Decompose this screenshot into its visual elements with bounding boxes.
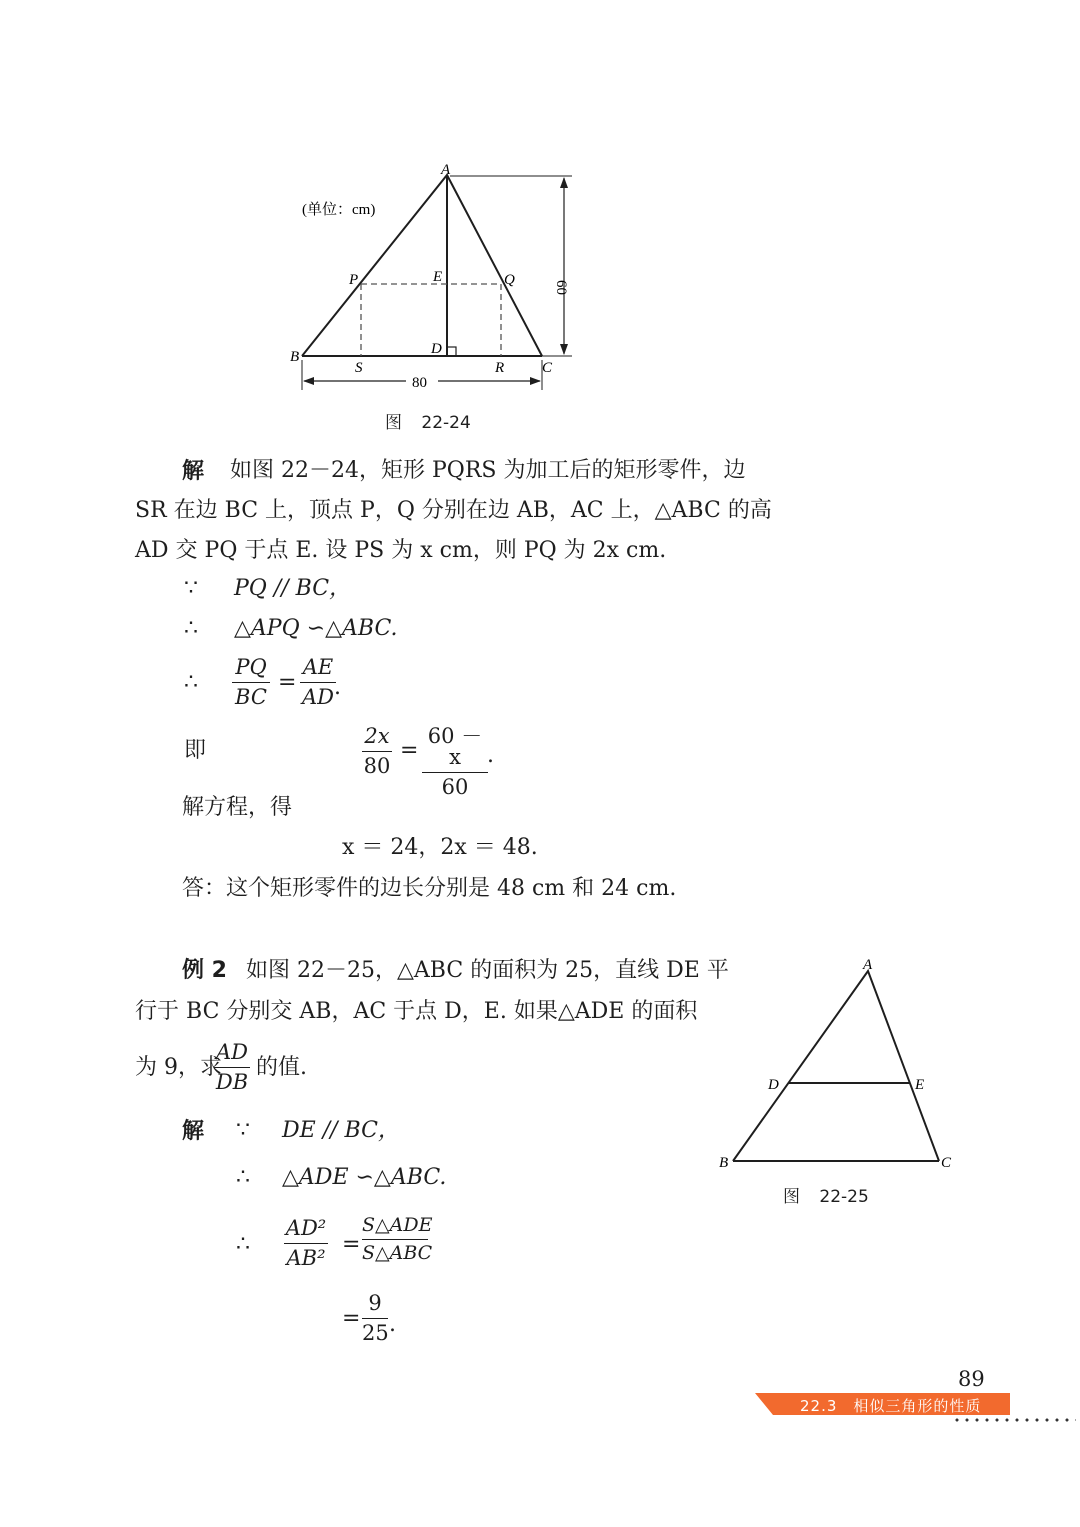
fraction-denominator: 25	[362, 1321, 389, 1345]
label-c: C	[542, 360, 553, 376]
label-e: E	[433, 269, 443, 285]
example2-line3-suffix: 的值.	[256, 1055, 307, 1080]
answer-line: 答：这个矩形零件的边长分别是 48 cm 和 24 cm.	[182, 876, 677, 901]
label-p: P	[349, 272, 359, 288]
label-q: Q	[504, 272, 515, 288]
fraction-denominator: 60	[441, 775, 469, 799]
step-parallel: PQ // BC，	[234, 576, 352, 601]
right-angle-mark	[447, 347, 456, 356]
solution2-label: 解	[182, 1118, 205, 1144]
step-similar: △APQ ∽△ABC.	[234, 616, 398, 641]
period: .	[334, 675, 341, 700]
example2-line1: 如图 22－25，△ABC 的面积为 25，直线 DE 平	[246, 958, 729, 983]
fraction-denominator: BC	[235, 685, 267, 709]
example2-line3-prefix: 为 9，求	[135, 1055, 222, 1080]
fraction-numerator: AE	[302, 655, 334, 679]
height-length-label: 60	[553, 280, 569, 295]
label-c: C	[941, 1155, 952, 1171]
page-number: 89	[958, 1367, 985, 1391]
fraction-denominator: AB²	[286, 1246, 326, 1270]
label-b: B	[290, 349, 300, 365]
fraction-ad2-ab2	[284, 1218, 328, 1269]
fraction-9-25	[362, 1293, 388, 1344]
caption-number: 22-25	[819, 1187, 869, 1207]
fraction-60-x-60	[422, 726, 488, 798]
equals-sign: =	[342, 1306, 361, 1331]
because-symbol: ∵	[236, 1118, 250, 1143]
example2-line2: 行于 BC 分别交 AB，AC 于点 D，E. 如果△ADE 的面积	[135, 999, 698, 1024]
equation-result: x ＝ 24，2x ＝ 48.	[342, 835, 538, 860]
therefore-symbol: ∴	[184, 616, 198, 641]
fraction-pq-bc	[232, 657, 270, 708]
fraction-numerator: PQ	[235, 655, 267, 679]
label-e: E	[915, 1077, 925, 1093]
example2-label: 例 2	[182, 958, 227, 983]
because-symbol: ∵	[184, 576, 198, 601]
period: .	[389, 1312, 396, 1337]
equals-sign: =	[278, 670, 297, 695]
fraction-area-ratio	[362, 1214, 433, 1264]
caption-prefix: 图	[783, 1187, 800, 1207]
fraction-denominator: 80	[363, 754, 391, 778]
caption-prefix: 图	[385, 413, 402, 433]
section-title: 22.3 相似三角形的性质	[800, 1397, 982, 1415]
fraction-numerator: 2x	[364, 724, 390, 748]
figure-22-25	[715, 950, 980, 1180]
therefore-symbol: ∴	[236, 1232, 250, 1257]
triangle-abc	[733, 971, 939, 1161]
base-length-label: 80	[412, 375, 427, 391]
figure-22-25-caption	[783, 1182, 869, 1207]
fraction-numerator: S△ADE	[362, 1214, 433, 1236]
fraction-numerator: 9	[368, 1291, 382, 1315]
period: .	[487, 743, 494, 768]
label-s: S	[355, 360, 363, 376]
fraction-2x-80	[362, 726, 392, 777]
figure-22-24-caption	[385, 408, 471, 433]
ji-label: 即	[184, 738, 207, 763]
fraction-numerator: AD²	[285, 1216, 327, 1240]
solution1-label: 解	[182, 458, 205, 484]
label-d: D	[768, 1077, 779, 1093]
therefore-symbol: ∴	[184, 670, 198, 695]
fraction-ae-ad	[300, 657, 336, 708]
label-a: A	[441, 162, 451, 178]
equals-sign: =	[400, 738, 419, 763]
caption-number: 22-24	[421, 413, 471, 433]
solve-equation-label: 解方程，得	[182, 795, 293, 820]
equals-sign: =	[342, 1232, 361, 1257]
step-parallel: DE // BC，	[282, 1118, 400, 1143]
label-d: D	[431, 341, 442, 357]
label-b: B	[719, 1155, 729, 1171]
fraction-numerator: 60 － x	[427, 724, 483, 769]
solution1-line3: AD 交 PQ 于点 E. 设 PS 为 x cm，则 PQ 为 2x cm.	[135, 538, 667, 563]
therefore-symbol: ∴	[236, 1165, 250, 1190]
unit-label: (单位：cm)	[302, 202, 376, 218]
solution1-line2: SR 在边 BC 上，顶点 P，Q 分别在边 AB，AC 上，△ABC 的高	[135, 498, 772, 523]
fraction-denominator: AD	[301, 685, 334, 709]
solution1-line1: 如图 22－24，矩形 PQRS 为加工后的矩形零件，边	[230, 458, 746, 483]
footer-dots	[952, 1417, 1076, 1423]
label-r: R	[495, 360, 505, 376]
fraction-ad-db	[214, 1042, 250, 1093]
figure-22-24	[280, 150, 600, 400]
fraction-denominator: DB	[215, 1070, 249, 1094]
label-a: A	[863, 957, 873, 973]
fraction-numerator: AD	[215, 1040, 248, 1064]
step-similar: △ADE ∽△ABC.	[282, 1165, 447, 1190]
fraction-denominator: S△ABC	[362, 1242, 433, 1264]
